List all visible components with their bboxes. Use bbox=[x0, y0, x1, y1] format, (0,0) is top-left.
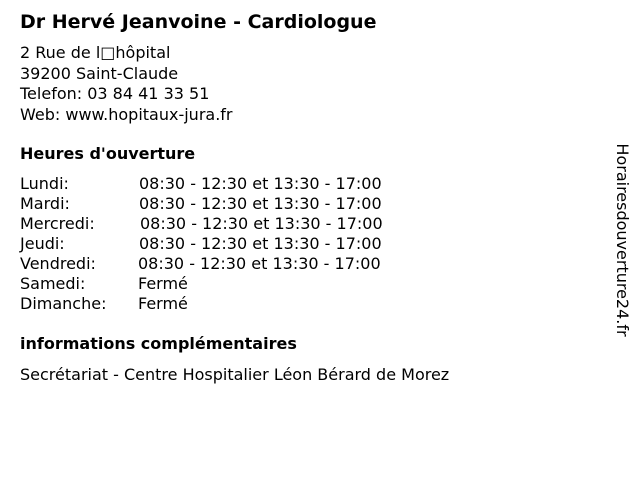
day-label: Jeudi: bbox=[20, 234, 65, 253]
day-hours: 08:30 - 12:30 et 13:30 - 17:00 bbox=[139, 234, 382, 253]
day-label: Vendredi: bbox=[20, 254, 96, 273]
day-label: Mercredi: bbox=[20, 214, 95, 233]
day-label: Lundi: bbox=[20, 174, 69, 193]
day-label: Mardi: bbox=[20, 194, 70, 213]
site-watermark: Horairesdouverture24.fr bbox=[613, 143, 632, 337]
additional-info-text: Secrétariat - Centre Hospitalier Léon Bérard de Morez bbox=[20, 365, 450, 384]
day-label: Samedi: bbox=[20, 274, 86, 293]
city-address: 39200 Saint-Claude bbox=[20, 63, 179, 83]
opening-hours-heading: Heures d'ouverture bbox=[20, 144, 196, 163]
additional-info-heading: informations complémentaires bbox=[20, 334, 297, 353]
day-hours: 08:30 - 12:30 et 13:30 - 17:00 bbox=[139, 174, 382, 193]
day-hours: Fermé bbox=[138, 274, 188, 293]
page-title: Dr Hervé Jeanvoine - Cardiologue bbox=[20, 11, 377, 33]
day-label: Dimanche: bbox=[20, 294, 107, 313]
street-address: 2 Rue de l□hôpital bbox=[20, 43, 171, 62]
day-hours: 08:30 - 12:30 et 13:30 - 17:00 bbox=[139, 194, 382, 213]
phone-number: Telefon: 03 84 41 33 51 bbox=[20, 84, 210, 103]
day-hours: Fermé bbox=[138, 294, 188, 313]
website: Web: www.hopitaux-jura.fr bbox=[20, 104, 233, 124]
day-hours: 08:30 - 12:30 et 13:30 - 17:00 bbox=[138, 254, 381, 273]
address-block bbox=[20, 43, 233, 125]
day-hours: 08:30 - 12:30 et 13:30 - 17:00 bbox=[140, 214, 383, 233]
